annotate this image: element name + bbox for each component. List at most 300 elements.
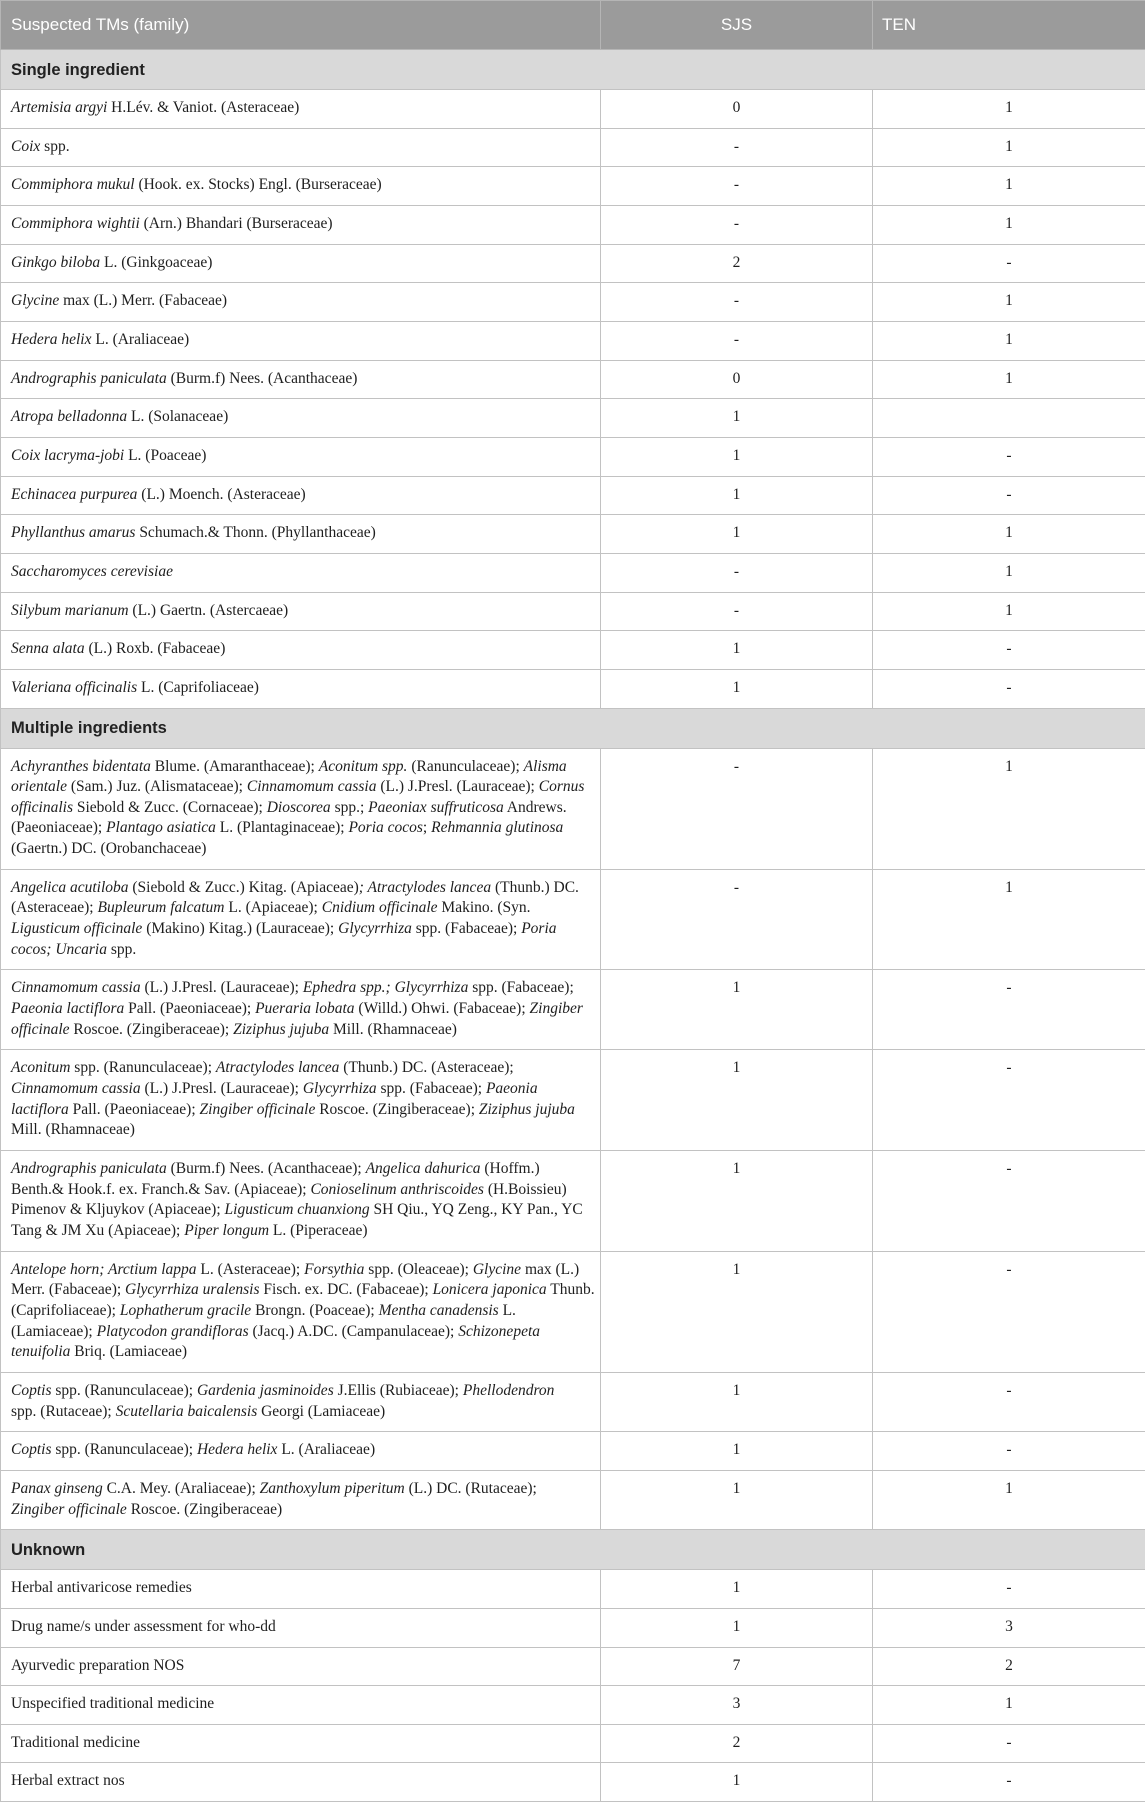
authority-text: (H.Boissieu) (484, 1181, 567, 1198)
table-row (1, 283, 1145, 322)
authority-text: max (L.) Merr. (Fabaceae) (59, 292, 227, 309)
authority-text: Mill. (Rhamnaceae) (11, 1121, 135, 1138)
species-name: Angelica acutiloba (11, 879, 129, 896)
taxon-cell (1, 515, 601, 554)
authority-text: spp. (Fabaceae); (468, 979, 573, 996)
species-name: Saccharomyces cerevisiae (11, 563, 173, 580)
species-name: Andrographis paniculata (11, 1160, 167, 1177)
authority-text: L. (Poaceae) (124, 447, 206, 464)
species-name: ; Atractylodes lancea (359, 879, 491, 896)
authority-text: C.A. Mey. (Araliaceae); (103, 1480, 260, 1497)
sjs-count-cell: 1 (601, 437, 873, 476)
authority-text: (Thunb.) DC. (Asteraceae); (339, 1059, 513, 1076)
table-row (1, 1372, 1145, 1431)
section-title: Single ingredient (1, 50, 1145, 90)
taxon-cell (1, 321, 601, 360)
species-name: Lonicera japonica (433, 1281, 547, 1298)
species-name: Commiphora wightii (11, 215, 140, 232)
authority-text: Briq. (Lamiaceae) (70, 1343, 187, 1360)
authority-text: Thunb. (547, 1281, 595, 1298)
species-name: Cnidium officinale (322, 899, 438, 916)
authority-text: (Siebold & Zucc.) Kitag. (Apiaceae) (129, 879, 359, 896)
section-title: Multiple ingredients (1, 708, 1145, 748)
taxon-cell (1, 1608, 601, 1647)
authority-text: L. (Apiaceae); (224, 899, 321, 916)
taxon-line (11, 291, 590, 312)
taxon-cell (1, 1724, 601, 1763)
taxon-line (11, 1500, 590, 1521)
authority-text: L. (Plantaginaceae); (216, 819, 349, 836)
taxon-line (11, 369, 590, 390)
species-name: Zingiber (530, 1000, 583, 1017)
species-name: officinale (11, 1021, 70, 1038)
authority-text: spp. (40, 138, 69, 155)
species-name: Panax ginseng (11, 1480, 103, 1497)
authority-text: Fisch. ex. DC. (Fabaceae); (260, 1281, 433, 1298)
authority-text: spp. (Ranunculaceae); (51, 1382, 196, 1399)
authority-text: (Burm.f) Nees. (Acanthaceae) (167, 370, 358, 387)
taxon-line (11, 919, 590, 940)
authority-text: (Ranunculaceae); (407, 758, 523, 775)
species-name: Poria (521, 920, 556, 937)
authority-text: Siebold & Zucc. (Cornaceae); (73, 799, 267, 816)
authority-text: (L.) Gaertn. (Astercaeae) (129, 602, 289, 619)
column-header-ten: TEN (873, 1, 1145, 50)
species-name: Platycodon grandifloras (97, 1323, 249, 1340)
taxon-cell (1, 205, 601, 244)
taxon-line (11, 1733, 590, 1754)
authority-text: Georgi (Lamiaceae) (257, 1403, 385, 1420)
authority-text: Roscoe. (Zingiberaceae); (315, 1101, 479, 1118)
column-header-suspected-tms: Suspected TMs (family) (1, 1, 601, 50)
table-row (1, 1724, 1145, 1763)
species-name: Schizonepeta (458, 1323, 540, 1340)
authority-text: Brongn. (Poaceae); (251, 1302, 378, 1319)
species-name: Hedera helix (197, 1441, 277, 1458)
taxon-line (11, 639, 590, 660)
authority-text: (Asteraceae); (11, 899, 97, 916)
sjs-count-cell: 1 (601, 1432, 873, 1471)
authority-text: (Hook. ex. Stocks) Engl. (Burseraceae) (135, 176, 382, 193)
table-row (1, 1470, 1145, 1529)
species-name: Conioselinum anthriscoides (310, 1181, 484, 1198)
taxon-line (11, 1058, 590, 1079)
species-name: Zingiber officinale (200, 1101, 316, 1118)
authority-text: Tang & JM Xu (Apiaceae); (11, 1222, 184, 1239)
table-row (1, 90, 1145, 129)
authority-text: Mill. (Rhamnaceae) (329, 1021, 457, 1038)
taxon-line (11, 407, 590, 428)
sjs-count-cell: - (601, 128, 873, 167)
taxon-line (11, 1342, 590, 1363)
ten-count-cell: 1 (873, 205, 1145, 244)
taxon-cell (1, 167, 601, 206)
ten-count-cell: 1 (873, 1686, 1145, 1725)
table-row (1, 321, 1145, 360)
taxon-cell (1, 1151, 601, 1252)
authority-text: SH Qiu., YQ Zeng., KY Pan., YC (370, 1201, 583, 1218)
sjs-count-cell: - (601, 869, 873, 970)
authority-text: H.Lév. & Vaniot. (Asteraceae) (107, 99, 299, 116)
species-name: Ginkgo biloba (11, 254, 100, 271)
species-name: Ligusticum chuanxiong (225, 1201, 370, 1218)
taxon-line (11, 1694, 590, 1715)
authority-text: max (L.) (521, 1261, 579, 1278)
sjs-count-cell: - (601, 283, 873, 322)
ten-count-cell: 1 (873, 167, 1145, 206)
authority-text: L. (Asteraceae); (197, 1261, 305, 1278)
authority-text: Herbal antivaricose remedies (11, 1579, 192, 1596)
taxon-line (11, 137, 590, 158)
table-row (1, 437, 1145, 476)
taxon-line (11, 1771, 590, 1792)
authority-text: (L.) Moench. (Asteraceae) (137, 486, 305, 503)
taxon-cell (1, 631, 601, 670)
taxon-cell (1, 90, 601, 129)
taxon-line (11, 485, 590, 506)
authority-text: L. (Ginkgoaceae) (100, 254, 212, 271)
taxon-line (11, 1280, 590, 1301)
sjs-count-cell: 3 (601, 1686, 873, 1725)
taxon-line (11, 330, 590, 351)
authority-text: Merr. (Fabaceae); (11, 1281, 125, 1298)
authority-text: Roscoe. (Zingiberaceae) (127, 1501, 282, 1518)
species-name: Coptis (11, 1382, 51, 1399)
taxon-line (11, 446, 590, 467)
ten-count-cell: 1 (873, 360, 1145, 399)
species-name: Ligusticum officinale (11, 920, 142, 937)
species-name: Senna alata (11, 640, 85, 657)
species-name: Rehmannia glutinosa (431, 819, 563, 836)
ten-count-cell: - (873, 669, 1145, 708)
species-name: Bupleurum falcatum (97, 899, 224, 916)
authority-text: Ayurvedic preparation NOS (11, 1657, 184, 1674)
taxon-cell (1, 1763, 601, 1802)
species-name: Alisma (524, 758, 567, 775)
taxon-cell (1, 592, 601, 631)
table-row (1, 669, 1145, 708)
section-header-row (1, 1530, 1145, 1570)
species-name: Glycyrrhiza (338, 920, 412, 937)
section-title: Unknown (1, 1530, 1145, 1570)
table-body (1, 50, 1145, 1802)
authority-text: Blume. (Amaranthaceae); (151, 758, 319, 775)
sjs-count-cell: - (601, 553, 873, 592)
sjs-count-cell: - (601, 748, 873, 869)
species-name: Scutellaria baicalensis (116, 1403, 258, 1420)
species-name: Cornus (539, 778, 585, 795)
species-name: Ephedra spp.; (303, 979, 391, 996)
ten-count-cell: 1 (873, 553, 1145, 592)
authority-text: (Jacq.) A.DC. (Campanulaceae); (249, 1323, 459, 1340)
table-row (1, 869, 1145, 970)
table-row (1, 1608, 1145, 1647)
species-name: Cinnamomum cassia (11, 979, 141, 996)
taxon-line (11, 1381, 590, 1402)
taxon-line (11, 798, 590, 819)
table-row (1, 399, 1145, 438)
table-row (1, 1647, 1145, 1686)
ten-count-cell: 1 (873, 748, 1145, 869)
sjs-count-cell: - (601, 167, 873, 206)
authority-text: Unspecified traditional medicine (11, 1695, 214, 1712)
authority-text: (Makino) Kitag.) (Lauraceae); (142, 920, 338, 937)
species-name: Cinnamomum cassia (11, 1080, 141, 1097)
sjs-count-cell: 1 (601, 669, 873, 708)
section-header-row (1, 708, 1145, 748)
authority-text: spp. (Fabaceae); (412, 920, 521, 937)
table-row (1, 1570, 1145, 1609)
taxon-line (11, 1120, 590, 1141)
species-name: Glycine (11, 292, 59, 309)
species-name: Coptis (11, 1441, 51, 1458)
taxon-line (11, 523, 590, 544)
sjs-count-cell: 1 (601, 476, 873, 515)
table-row (1, 553, 1145, 592)
authority-text: (L.) DC. (Rutaceae); (405, 1480, 537, 1497)
species-name: Hedera helix (11, 331, 91, 348)
taxon-cell (1, 553, 601, 592)
section-header-row (1, 50, 1145, 90)
column-header-sjs: SJS (601, 1, 873, 50)
authority-text: Andrews. (504, 799, 567, 816)
species-name: Dioscorea (267, 799, 331, 816)
authority-text: (L.) J.Presl. (Lauraceae); (141, 979, 303, 996)
taxon-cell (1, 399, 601, 438)
taxon-line (11, 818, 590, 839)
authority-text: (L.) Roxb. (Fabaceae) (85, 640, 226, 657)
sjs-count-cell: 1 (601, 1608, 873, 1647)
taxon-cell (1, 1432, 601, 1471)
taxon-line (11, 1656, 590, 1677)
species-name: Forsythia (304, 1261, 364, 1278)
taxon-cell (1, 970, 601, 1050)
species-name: Atropa belladonna (11, 408, 127, 425)
taxon-cell (1, 1570, 601, 1609)
authority-text: L. (Caprifoliaceae) (137, 679, 259, 696)
taxon-line (11, 1100, 590, 1121)
taxon-line (11, 175, 590, 196)
authority-text: L. (Araliaceae) (91, 331, 189, 348)
authority-text: Schumach.& Thonn. (Phyllanthaceae) (135, 524, 375, 541)
species-name: Valeriana officinalis (11, 679, 137, 696)
taxon-cell (1, 1686, 601, 1725)
table-row (1, 476, 1145, 515)
table-row (1, 970, 1145, 1050)
taxon-cell (1, 1050, 601, 1151)
taxon-cell (1, 1372, 601, 1431)
taxon-line (11, 878, 590, 899)
species-name: Artemisia argyi (11, 99, 107, 116)
sjs-count-cell: 1 (601, 1570, 873, 1609)
species-name: lactiflora (11, 1101, 69, 1118)
table-row (1, 515, 1145, 554)
ten-count-cell: 2 (873, 1647, 1145, 1686)
taxon-line (11, 777, 590, 798)
authority-text: Traditional medicine (11, 1734, 140, 1751)
ten-count-cell: 1 (873, 283, 1145, 322)
ten-count-cell: - (873, 1570, 1145, 1609)
ten-count-cell: - (873, 631, 1145, 670)
authority-text: L. (Solanaceae) (127, 408, 228, 425)
table-row (1, 167, 1145, 206)
authority-text: (Willd.) Ohwi. (Fabaceae); (355, 1000, 530, 1017)
species-name: Silybum marianum (11, 602, 129, 619)
authority-text: Pall. (Paeoniaceae); (69, 1101, 200, 1118)
taxon-line (11, 601, 590, 622)
authority-text: L. (Araliaceae) (277, 1441, 375, 1458)
authority-text: Makino. (Syn. (438, 899, 531, 916)
table-row (1, 592, 1145, 631)
taxon-line (11, 1322, 590, 1343)
authority-text: (Lamiaceae); (11, 1323, 97, 1340)
ten-count-cell: 1 (873, 90, 1145, 129)
ten-count-cell: 1 (873, 1470, 1145, 1529)
taxon-cell (1, 437, 601, 476)
taxon-cell (1, 1251, 601, 1372)
species-name: Ziziphus jujuba (479, 1101, 575, 1118)
authority-text: spp. (Rutaceae); (11, 1403, 116, 1420)
taxon-line (11, 1617, 590, 1638)
species-name: Phellodendron (463, 1382, 555, 1399)
taxon-line (11, 214, 590, 235)
sjs-count-cell: 1 (601, 515, 873, 554)
ten-count-cell: - (873, 476, 1145, 515)
taxon-cell (1, 1470, 601, 1529)
table-row (1, 1050, 1145, 1151)
ten-count-cell: 1 (873, 321, 1145, 360)
species-name: Atractylodes lancea (216, 1059, 340, 1076)
authority-text: (Thunb.) DC. (491, 879, 579, 896)
taxon-line (11, 999, 590, 1020)
species-name: Echinacea purpurea (11, 486, 137, 503)
authority-text: spp.; (331, 799, 368, 816)
ten-count-cell: - (873, 1372, 1145, 1431)
species-name: Gardenia jasminoides (197, 1382, 334, 1399)
taxon-line (11, 757, 590, 778)
table-header (1, 1, 1145, 50)
species-name: cocos; Uncaria (11, 941, 107, 958)
species-name: Poria cocos (348, 819, 422, 836)
ten-count-cell: 3 (873, 1608, 1145, 1647)
taxon-cell (1, 360, 601, 399)
taxon-line (11, 678, 590, 699)
table-row (1, 1432, 1145, 1471)
authority-text: Herbal extract nos (11, 1772, 125, 1789)
species-name: Paeonia lactiflora (11, 1000, 124, 1017)
species-name: Antelope horn; Arctium lappa (11, 1261, 197, 1278)
species-name: Glycine (473, 1261, 521, 1278)
ten-count-cell: - (873, 970, 1145, 1050)
species-name: Pueraria lobata (255, 1000, 354, 1017)
header-row (1, 1, 1145, 50)
authority-text: J.Ellis (Rubiaceae); (334, 1382, 463, 1399)
taxon-line (11, 839, 590, 860)
authority-text: (Paeoniaceae); (11, 819, 106, 836)
sjs-count-cell: - (601, 592, 873, 631)
taxon-line (11, 253, 590, 274)
taxon-line (11, 1200, 590, 1221)
sjs-count-cell: 1 (601, 1470, 873, 1529)
species-name: Coix lacryma-jobi (11, 447, 124, 464)
authority-text: Pimenov & Kljuykov (Apiaceae); (11, 1201, 225, 1218)
table-row (1, 1151, 1145, 1252)
table-row (1, 1763, 1145, 1802)
authority-text: (Hoffm.) (481, 1160, 540, 1177)
sjs-count-cell: 1 (601, 970, 873, 1050)
authority-text: (Sam.) Juz. (Alismataceae); (67, 778, 247, 795)
authority-text: Roscoe. (Zingiberaceae); (70, 1021, 234, 1038)
taxon-line (11, 898, 590, 919)
species-name: Paeoniax suffruticosa (368, 799, 504, 816)
taxon-cell (1, 128, 601, 167)
ten-count-cell (873, 399, 1145, 438)
taxon-cell (1, 476, 601, 515)
authority-text: spp. (Ranunculaceae); (70, 1059, 215, 1076)
authority-text: spp. (Oleaceae); (364, 1261, 472, 1278)
taxon-cell (1, 748, 601, 869)
species-name: orientale (11, 778, 67, 795)
sjs-count-cell: 1 (601, 631, 873, 670)
table-row (1, 205, 1145, 244)
taxon-line (11, 1301, 590, 1322)
sjs-count-cell: 0 (601, 360, 873, 399)
sjs-count-cell: 2 (601, 244, 873, 283)
taxon-line (11, 1221, 590, 1242)
sjs-count-cell: 1 (601, 1251, 873, 1372)
ten-count-cell: - (873, 244, 1145, 283)
authority-text: (Arn.) Bhandari (Burseraceae) (140, 215, 333, 232)
table-row (1, 128, 1145, 167)
taxon-line (11, 1402, 590, 1423)
taxon-line (11, 98, 590, 119)
ten-count-cell: - (873, 1724, 1145, 1763)
species-name: Angelica dahurica (366, 1160, 481, 1177)
authority-text: L. (499, 1302, 516, 1319)
sjs-count-cell: 1 (601, 1763, 873, 1802)
taxon-line (11, 1440, 590, 1461)
species-name: tenuifolia (11, 1343, 70, 1360)
species-name: Mentha canadensis (379, 1302, 499, 1319)
taxon-line (11, 1180, 590, 1201)
table-row (1, 360, 1145, 399)
species-name: Aconitum spp. (319, 758, 408, 775)
sjs-count-cell: - (601, 205, 873, 244)
taxon-cell (1, 283, 601, 322)
authority-text: spp. (107, 941, 136, 958)
species-name: officinalis (11, 799, 73, 816)
sjs-count-cell: - (601, 321, 873, 360)
taxon-line (11, 1578, 590, 1599)
authority-text: (Caprifoliaceae); (11, 1302, 120, 1319)
ten-count-cell: 1 (873, 592, 1145, 631)
ten-count-cell: 1 (873, 128, 1145, 167)
taxon-cell (1, 869, 601, 970)
sjs-count-cell: 1 (601, 399, 873, 438)
authority-text: ; (423, 819, 431, 836)
authority-text: spp. (Fabaceae); (377, 1080, 486, 1097)
table-row (1, 1686, 1145, 1725)
species-name: Commiphora mukul (11, 176, 135, 193)
species-name: Achyranthes bidentata (11, 758, 151, 775)
ten-count-cell: 1 (873, 515, 1145, 554)
species-name: Coix (11, 138, 40, 155)
species-name: Glycyrrhiza uralensis (125, 1281, 259, 1298)
taxon-line (11, 1159, 590, 1180)
taxon-line (11, 1260, 590, 1281)
taxon-cell (1, 669, 601, 708)
ten-count-cell: - (873, 1251, 1145, 1372)
